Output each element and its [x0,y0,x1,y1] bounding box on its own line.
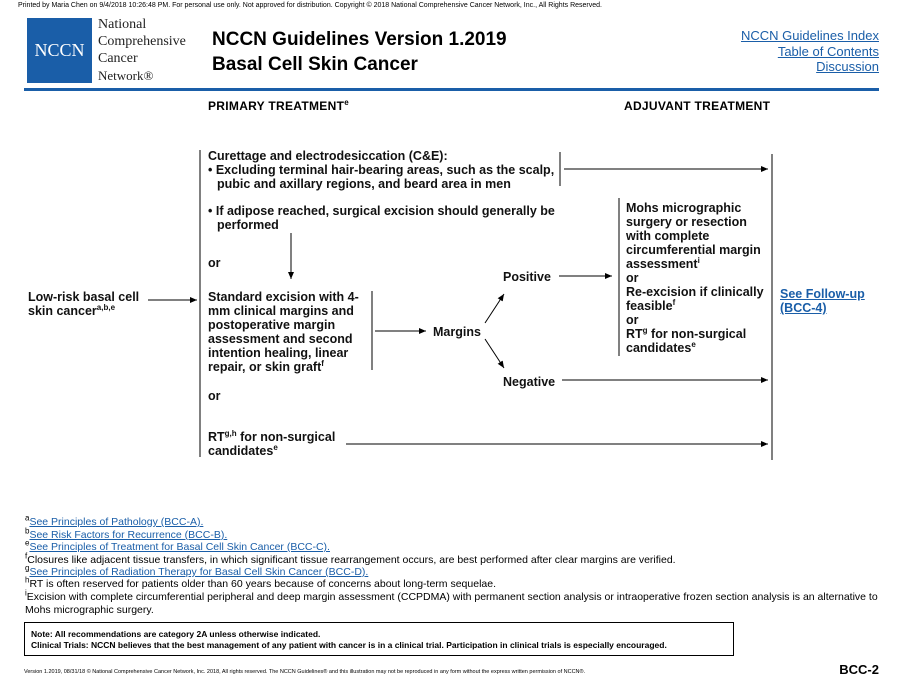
toc-link[interactable]: Table of Contents [777,43,879,59]
index-link[interactable]: NCCN Guidelines Index [740,28,879,43]
primary-treatment-header: PRIMARY TREATMENT$^e$ [208,98,349,113]
title-disease: Basal Cell Skin Cancer [212,54,418,75]
ce-title: Curettage and electrodesiccation (C&E): [208,149,448,163]
or-label: or [208,256,221,270]
note-box [24,622,734,656]
adipose-bullet: • If adipose reached, surgical excision should generally be performed [208,204,555,232]
logo-abbr: NCCN [34,40,85,60]
ce-bullet: • Excluding terminal hair-bearing areas, such as the scalp, pubic and axillary regions, and beard area in men [208,163,555,191]
treatment-principles-link[interactable]: See Principles of Treatment for Basal Cell Skin Cancer (BCC-C). [29,541,330,553]
entry-diagnosis: Low-risk basal cell skin cancer$^{a,b,e}$ [28,290,140,318]
or-label: or [626,313,639,327]
rt-option: RT$^{g,h}$ for non-surgical candidates$^e$ [208,428,336,458]
positive-node: Positive [503,270,551,284]
ce-block [208,149,558,191]
pathology-link[interactable]: See Principles of Pathology (BCC-A). [29,516,204,528]
rt-adjuvant-option: $RT^g$ for non-surgical candidates$^e$ [626,325,747,355]
followup-link[interactable]: See Follow-up (BCC-4) [780,287,865,315]
logo-line: Comprehensive [98,34,186,49]
footnote-a: $^a$See Principles of Pathology (BCC-A). [25,513,204,528]
footnote-h: $^h$RT is often reserved for patients older than 60 years because of concerns about long-term sequelae. [25,575,497,590]
logo-line: National [98,17,147,32]
or-label: or [626,271,639,285]
standard-excision: Standard excision with 4-mm clinical margins and postoperative margin assessment and second intention healing, linear repair, or skin graft$^f$ [208,290,359,374]
note-category: Note: All recommendations are category 2A unless otherwise indicated. [31,629,321,639]
footnote-g: $^g$See Principles of Radiation Therapy for Basal Cell Skin Cancer (BCC-D). [25,563,369,578]
title-version: NCCN Guidelines Version 1.2019 [212,29,507,50]
page-code: BCC-2 [839,662,879,677]
logo-line: Network® [98,68,154,83]
or-label: or [208,389,221,403]
footnote-f: $^f$Closures like adjacent tissue transfers, in which significant tissue rearrangement occurs, are best performed after clear margins are verified. [25,551,676,566]
print-notice: Printed by Maria Chen on 9/4/2018 10:26:48 PM. For personal use only. Not approved for distribution. Copyright © 2018 National Comprehensive Cancer Network, Inc., All Rights Reserved. [18,2,602,9]
note-clinical-trials: Clinical Trials: NCCN believes that the best management of any patient with cancer is in a clinical trial. Participation in clinical trials is especially encouraged. [31,640,667,650]
adjuvant-treatment-header: ADJUVANT TREATMENT [624,99,771,113]
radiation-principles-link[interactable]: See Principles of Radiation Therapy for Basal Cell Skin Cancer (BCC-D). [29,566,369,578]
logo-line: Cancer [98,51,138,66]
footer-copyright: Version 1.2019, 08/31/18 © National Comprehensive Cancer Network, Inc. 2018, All rights reserved. The NCCN Guidelines® and this illustration may not be reproduced in any form without the express written permission of NCCN®. [24,669,586,675]
reexcision-option: Re-excision if clinically feasible$^f$ [626,285,764,313]
mohs-option: Mohs micrographic surgery or resection with complete circumferential margin assessment$^i$ [626,201,761,271]
footnote-i: $^i$Excision with complete circumferential peripheral and deep margin assessment (CCPDMA) with permanent section analysis or intraoperative frozen section analysis is an alternative to Mohs micrographic surgery. [25,588,878,616]
discussion-link[interactable]: Discussion [816,59,879,74]
risk-factors-link[interactable]: See Risk Factors for Recurrence (BCC-B). [29,529,228,541]
margins-node: Margins [433,325,481,339]
footnote-b: $^b$See Risk Factors for Recurrence (BCC-B). [25,526,228,541]
adjuvant-options [626,201,771,355]
footnote-e: $^e$See Principles of Treatment for Basal Cell Skin Cancer (BCC-C). [25,538,330,553]
negative-node: Negative [503,375,556,389]
